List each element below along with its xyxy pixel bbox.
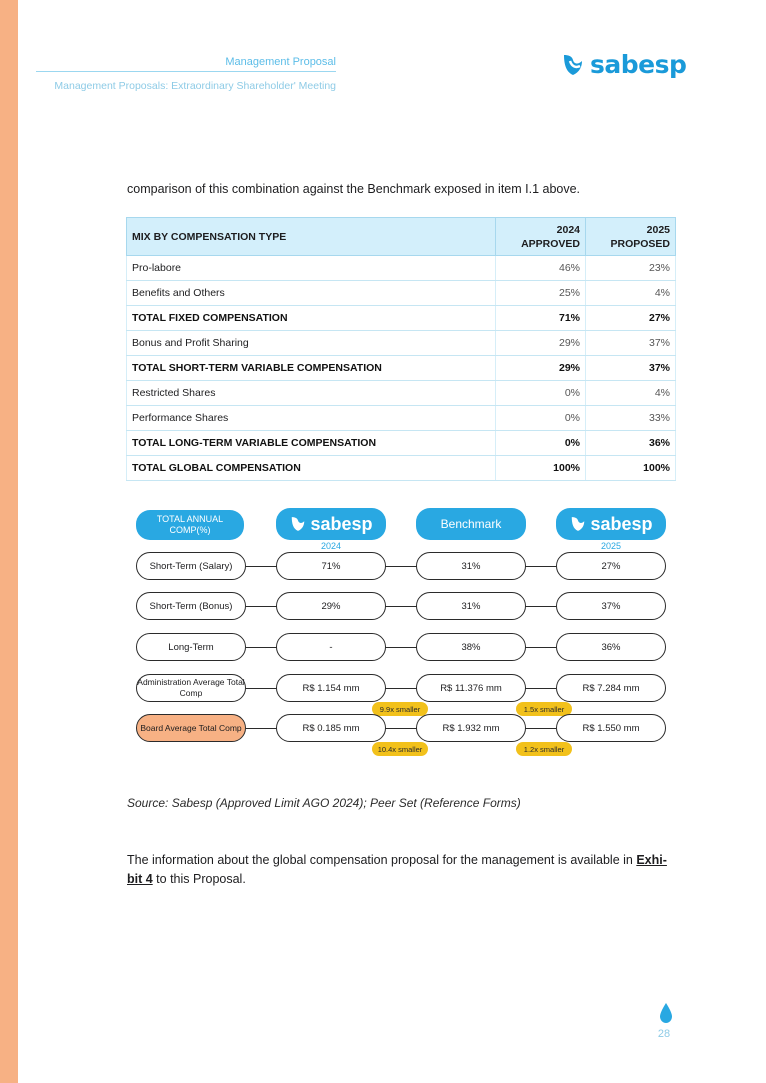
row-value-2025: 36%	[586, 431, 676, 456]
year-2024-label: 2024	[320, 541, 342, 551]
sabesp-logo-icon	[289, 515, 307, 533]
value-2024-pill: 71%	[276, 552, 386, 580]
ratio-tag: 10.4x smaller	[372, 742, 428, 756]
row-label: Performance Shares	[127, 406, 496, 431]
value-benchmark-pill: R$ 11.376 mm	[416, 674, 526, 702]
table-row	[127, 256, 676, 281]
table-row	[127, 406, 676, 431]
sabesp-2024-logo	[276, 508, 386, 540]
value-2025-pill: 27%	[556, 552, 666, 580]
row-label: TOTAL FIXED COMPENSATION	[127, 306, 496, 331]
table-row-total	[127, 306, 676, 331]
row-label: Restricted Shares	[127, 381, 496, 406]
header-subtitle: Management Proposals: Extraordinary Shareholder' Meeting	[54, 80, 336, 92]
col-2025-year: 2025	[646, 223, 670, 236]
sabesp-logo-icon	[560, 52, 586, 78]
value-2025-pill: R$ 1.550 mm	[556, 714, 666, 742]
row-value-2025: 100%	[586, 456, 676, 481]
row-value-2025: 4%	[586, 281, 676, 306]
exhibit-4-link[interactable]: Exhi-bit 4	[127, 853, 667, 886]
sabesp-logo	[560, 50, 686, 79]
left-accent-bar	[0, 0, 18, 1083]
value-benchmark-pill: 38%	[416, 633, 526, 661]
row-label: Bonus and Profit Sharing	[127, 331, 496, 356]
ratio-tag: 1.5x smaller	[516, 702, 572, 716]
row-value-2024: 0%	[496, 381, 586, 406]
value-2025-pill: 36%	[556, 633, 666, 661]
row-label-pill: Long-Term	[136, 633, 246, 661]
sabesp-2025-logo	[556, 508, 666, 540]
value-2025-pill: 37%	[556, 592, 666, 620]
table-row	[127, 331, 676, 356]
info-text-before: The information about the global compensation proposal for the management is available in	[127, 853, 637, 867]
col-2025-sub: PROPOSED	[610, 237, 670, 250]
value-benchmark-pill: 31%	[416, 552, 526, 580]
ratio-tag: 9.9x smaller	[372, 702, 428, 716]
row-label: TOTAL LONG-TERM VARIABLE COMPENSATION	[127, 431, 496, 456]
value-2024-pill: R$ 0.185 mm	[276, 714, 386, 742]
row-value-2025: 27%	[586, 306, 676, 331]
row-label-pill: Administration Average Total Comp	[136, 674, 246, 702]
intro-text: comparison of this combination against the Benchmark exposed in item I.1 above.	[127, 182, 581, 196]
sabesp-logo-icon	[569, 515, 587, 533]
year-2025-label: 2025	[600, 541, 622, 551]
col-header-mix: MIX BY COMPENSATION TYPE	[127, 218, 496, 256]
source-note: Source: Sabesp (Approved Limit AGO 2024); Peer Set (Reference Forms)	[127, 796, 521, 810]
info-text-after: to this Proposal.	[152, 872, 246, 886]
row-value-2024: 29%	[496, 356, 586, 381]
page-number: 28	[657, 1028, 671, 1040]
table-row-total	[127, 356, 676, 381]
row-value-2024: 0%	[496, 406, 586, 431]
value-benchmark-pill: 31%	[416, 592, 526, 620]
table-row	[127, 281, 676, 306]
row-value-2024: 100%	[496, 456, 586, 481]
info-paragraph	[127, 851, 677, 889]
row-label-pill-board: Board Average Total Comp	[136, 714, 246, 742]
table-row-total	[127, 456, 676, 481]
row-value-2024: 0%	[496, 431, 586, 456]
table-row	[127, 381, 676, 406]
row-label: Pro-labore	[127, 256, 496, 281]
ratio-tag: 1.2x smaller	[516, 742, 572, 756]
row-label: TOTAL GLOBAL COMPENSATION	[127, 456, 496, 481]
row-value-2025: 33%	[586, 406, 676, 431]
value-2024-pill: R$ 1.154 mm	[276, 674, 386, 702]
total-annual-comp-label: TOTAL ANNUAL COMP(%)	[136, 510, 244, 540]
table-header-row	[127, 218, 676, 256]
col-2024-year: 2024	[556, 223, 580, 236]
row-label-pill: Short-Term (Bonus)	[136, 592, 246, 620]
row-label: Benefits and Others	[127, 281, 496, 306]
water-drop-icon	[660, 1003, 672, 1023]
col-header-2025	[586, 218, 676, 256]
compensation-mix-table	[126, 217, 676, 481]
row-label-pill: Short-Term (Salary)	[136, 552, 246, 580]
header-title: Management Proposal	[225, 56, 336, 68]
row-value-2025: 23%	[586, 256, 676, 281]
table-row-total	[127, 431, 676, 456]
value-2024-pill: 29%	[276, 592, 386, 620]
value-benchmark-pill: R$ 1.932 mm	[416, 714, 526, 742]
benchmark-label: Benchmark	[416, 508, 526, 540]
value-2024-pill: -	[276, 633, 386, 661]
row-value-2025: 37%	[586, 331, 676, 356]
sabesp-logo-text: sabesp	[310, 513, 373, 534]
header-divider	[36, 71, 336, 72]
row-value-2024: 29%	[496, 331, 586, 356]
row-value-2024: 71%	[496, 306, 586, 331]
row-value-2024: 25%	[496, 281, 586, 306]
comp-comparison-diagram	[126, 500, 676, 770]
row-label: TOTAL SHORT-TERM VARIABLE COMPENSATION	[127, 356, 496, 381]
value-2025-pill: R$ 7.284 mm	[556, 674, 666, 702]
sabesp-logo-text: sabesp	[590, 50, 687, 79]
col-header-2024	[496, 218, 586, 256]
row-value-2025: 4%	[586, 381, 676, 406]
col-2024-sub: APPROVED	[521, 237, 580, 250]
row-value-2025: 37%	[586, 356, 676, 381]
row-value-2024: 46%	[496, 256, 586, 281]
sabesp-logo-text: sabesp	[590, 513, 653, 534]
